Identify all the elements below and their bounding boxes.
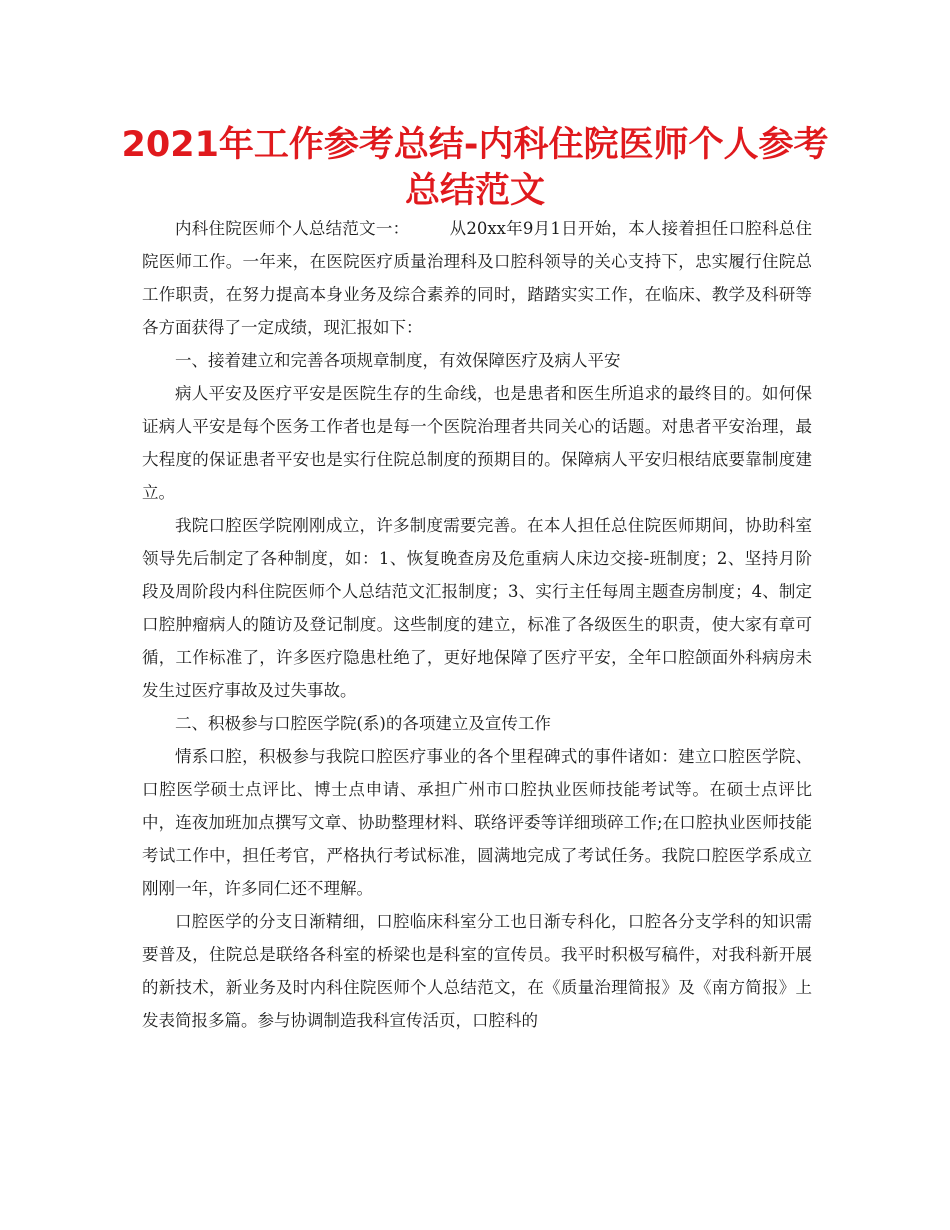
- paragraph-intro: [142, 212, 812, 344]
- paragraph: 我院口腔医学院刚刚成立，许多制度需要完善。在本人担任总住院医师期间，协助科室领导先后制定了各种制度，如：1、恢复晚查房及危重病人床边交接-班制度；2、坚持月阶段及周阶段内科住院医师个人总结范文汇报制度；3、实行主任每周主题查房制度；4、制定口腔肿瘤病人的随访及登记制度。这些制度的建立，标准了各级医生的职责，使大家有章可循，工作标准了，许多医疗隐患杜绝了，更好地保障了医疗平安，全年口腔颌面外科病房未发生过医疗事故及过失事故。: [142, 516, 812, 700]
- paragraph: 情系口腔，积极参与我院口腔医疗事业的各个里程碑式的事件诸如：建立口腔医学院、口腔医学硕士点评比、博士点申请、承担广州市口腔执业医师技能考试等。在硕士点评比中，连夜加班加点撰写文章、协助整理材料、联络评委等详细琐碎工作;在口腔执业医师技能考试工作中，担任考官，严格执行考试标准，圆满地完成了考试任务。我院口腔医学系成立刚刚一年，许多同仁还不理解。: [142, 747, 812, 898]
- intro-text: 从20xx年9月1日开始，本人接着担任口腔科总住院医师工作。一年来，在医院医疗质量治理科及口腔科领导的关心支持下，忠实履行住院总工作职责，在努力提高本身业务及综合素养的同时，踏踏实实工作，在临床、教学及科研等各方面获得了一定成绩，现汇报如下：: [142, 219, 812, 337]
- paragraph: 口腔医学的分支日渐精细，口腔临床科室分工也日渐专科化，口腔各分支学科的知识需要普及，住院总是联络各科室的桥梁也是科室的宣传员。我平时积极写稿件，对我科新开展的新技术，新业务及时内科住院医师个人总结范文，在《质量治理简报》及《南方简报》上发表简报多篇。参与协调制造我科宣传活页，口腔科的: [142, 912, 812, 1030]
- section-heading-1: 一、接着建立和完善各项规章制度，有效保障医疗及病人平安: [175, 351, 621, 370]
- document-body: [142, 212, 812, 1037]
- intro-label: 内科住院医师个人总结范文一：: [175, 219, 410, 238]
- section-heading-2: 二、积极参与口腔医学院(系)的各项建立及宣传工作: [175, 714, 551, 733]
- document-title: 2021年工作参考总结-内科住院医师个人参考总结范文: [121, 125, 829, 211]
- paragraph: 病人平安及医疗平安是医院生存的生命线，也是患者和医生所追求的最终目的。如何保证病人平安是每个医务工作者也是每一个医院治理者共同关心的话题。对患者平安治理，最大程度的保证患者平安也是实行住院总制度的预期目的。保障病人平安归根结底要靠制度建立。: [142, 384, 812, 502]
